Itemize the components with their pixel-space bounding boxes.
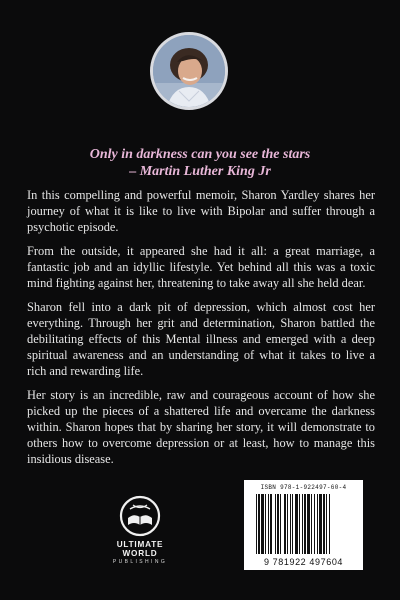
- quote-text: Only in darkness can you see the stars: [89, 147, 311, 162]
- barcode-digits: 9 781922 497604: [263, 557, 344, 567]
- barcode-bars: [256, 494, 351, 554]
- author-portrait: [153, 35, 225, 107]
- publisher-subtitle: PUBLISHING: [112, 559, 168, 565]
- quote-attribution: – Martin Luther King Jr: [129, 164, 271, 179]
- blurb-paragraph: From the outside, it appeared she had it all: a great marriage, a fantastic job and an idyllic lifestyle. Yet behind all this was a toxic mind fighting against her, threatening to take away all she held dear.: [27, 244, 375, 290]
- isbn-label: ISBN 978-1-922497-60-4: [260, 484, 347, 491]
- globe-book-icon: [118, 494, 162, 538]
- author-photo: [150, 32, 228, 110]
- blurb-paragraph: Her story is an incredible, raw and courageous account of how she picked up the pieces of a shattered life and overcame the darkness within. Sharon hopes that by sharing her story, it will demonstrate to others how to overcome depression or at least, how to manage this insidious disease.: [27, 388, 375, 466]
- publisher-name: ULTIMATE WORLD: [116, 540, 164, 558]
- book-blurb: [27, 187, 375, 475]
- blurb-paragraph: Sharon fell into a dark pit of depression, which almost cost her everything. Through her grit and determination, Sharon battled the debilitating effects of this Mental illness and emerged with a deep spiritual awareness and an understanding of what it takes to live a rich and rewarding life.: [27, 300, 375, 378]
- epigraph-quote: [0, 146, 400, 180]
- blurb-paragraph: In this compelling and powerful memoir, Sharon Yardley shares her journey of what it is like to live with Bipolar and suffer through a psychotic episode.: [27, 188, 375, 234]
- isbn-barcode: [244, 480, 363, 570]
- publisher-logo: [100, 494, 180, 584]
